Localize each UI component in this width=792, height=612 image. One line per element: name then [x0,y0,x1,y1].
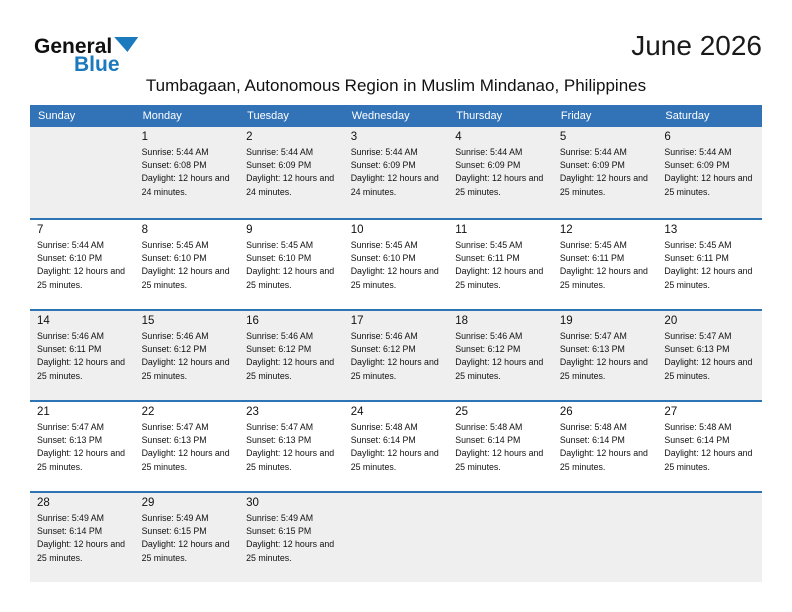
daylight-line: Daylight: 12 hours and 25 minutes. [455,448,544,472]
sunrise-line: Sunrise: 5:49 AM [37,513,104,523]
sunset-line: Sunset: 6:10 PM [350,253,416,264]
day-cell-8 [135,220,240,309]
day-cell-17 [344,311,449,400]
sunset-line: Sunset: 6:10 PM [37,253,103,264]
logo-triangle-icon [114,37,138,52]
day-cell-26 [553,402,658,491]
weekday-header-row [30,105,762,127]
day-number: 4 [455,131,462,143]
day-cell-1 [135,127,240,218]
day-cell-20 [657,311,762,400]
day-number: 13 [664,224,678,236]
sunrise-line: Sunrise: 5:46 AM [350,331,418,341]
daylight-line: Daylight: 12 hours and 25 minutes. [559,173,648,197]
daylight-line: Daylight: 12 hours and 25 minutes. [141,357,230,381]
calendar-table [30,105,762,582]
day-number: 16 [246,315,259,327]
sunrise-line: Sunrise: 5:44 AM [141,147,209,157]
day-cell-13 [657,220,762,309]
day-cell-empty [448,493,553,582]
sunrise-line: Sunrise: 5:47 AM [37,422,104,432]
day-cell-4 [448,127,553,218]
day-number: 22 [141,406,155,418]
day-number: 30 [246,497,259,509]
sunrise-line: Sunrise: 5:44 AM [37,240,104,250]
sunrise-line: Sunrise: 5:45 AM [246,240,314,250]
sunrise-line: Sunrise: 5:44 AM [559,147,627,157]
day-cell-25 [448,402,553,491]
sunrise-line: Sunrise: 5:47 AM [246,422,314,432]
day-number: 15 [141,315,155,327]
page-subtitle: Tumbagaan, Autonomous Region in Muslim Mindanao, Philippines [145,76,647,95]
daylight-line: Daylight: 12 hours and 25 minutes. [37,448,126,472]
sunrise-line: Sunrise: 5:46 AM [37,331,104,341]
sunset-line: Sunset: 6:15 PM [141,526,207,537]
sunrise-line: Sunrise: 5:47 AM [664,331,732,341]
logo-text-general: General [34,35,113,58]
weekday-header-saturday: Saturday [665,110,710,122]
sunset-line: Sunset: 6:12 PM [350,344,416,355]
daylight-line: Daylight: 12 hours and 25 minutes. [559,266,648,290]
sunrise-line: Sunrise: 5:48 AM [350,422,418,432]
week-row-5 [30,491,762,582]
daylight-line: Daylight: 12 hours and 25 minutes. [37,539,126,563]
week-row-1 [30,127,762,218]
daylight-line: Daylight: 12 hours and 25 minutes. [664,266,753,290]
day-cell-empty [30,127,135,218]
day-number: 14 [37,315,50,327]
day-cell-2 [239,127,344,218]
daylight-line: Daylight: 12 hours and 25 minutes. [246,539,335,563]
daylight-line: Daylight: 12 hours and 25 minutes. [141,266,230,290]
day-cell-27 [657,402,762,491]
day-number: 7 [37,224,44,236]
weekday-header-wednesday: Wednesday [351,110,410,122]
sunrise-line: Sunrise: 5:48 AM [455,422,523,432]
sunset-line: Sunset: 6:09 PM [455,160,521,171]
daylight-line: Daylight: 12 hours and 25 minutes. [246,448,335,472]
daylight-line: Daylight: 12 hours and 25 minutes. [350,357,439,381]
sunrise-line: Sunrise: 5:45 AM [664,240,732,250]
sunset-line: Sunset: 6:14 PM [455,435,521,446]
sunset-line: Sunset: 6:08 PM [141,160,207,171]
sunset-line: Sunset: 6:11 PM [37,344,102,355]
day-cell-22 [135,402,240,491]
sunrise-line: Sunrise: 5:44 AM [455,147,523,157]
day-cell-16 [239,311,344,400]
day-number: 11 [455,224,468,236]
day-cell-empty [553,493,658,582]
daylight-line: Daylight: 12 hours and 25 minutes. [350,266,439,290]
day-cell-19 [553,311,658,400]
sunset-line: Sunset: 6:10 PM [246,253,312,264]
daylight-line: Daylight: 12 hours and 25 minutes. [37,357,126,381]
sunrise-line: Sunrise: 5:47 AM [559,331,627,341]
day-cell-5 [553,127,658,218]
sunset-line: Sunset: 6:14 PM [664,435,730,446]
sunrise-line: Sunrise: 5:44 AM [350,147,418,157]
day-cell-23 [239,402,344,491]
day-cell-21 [30,402,135,491]
day-cell-empty [344,493,449,582]
sunrise-line: Sunrise: 5:45 AM [559,240,627,250]
day-number: 2 [246,131,253,143]
day-number: 10 [350,224,364,236]
sunset-line: Sunset: 6:12 PM [455,344,521,355]
daylight-line: Daylight: 12 hours and 25 minutes. [350,448,439,472]
day-cell-28 [30,493,135,582]
sunrise-line: Sunrise: 5:46 AM [455,331,523,341]
sunset-line: Sunset: 6:11 PM [455,253,520,264]
sunrise-line: Sunrise: 5:46 AM [246,331,314,341]
sunset-line: Sunset: 6:13 PM [559,344,625,355]
daylight-line: Daylight: 12 hours and 25 minutes. [37,266,126,290]
day-number: 3 [350,131,358,143]
day-cell-12 [553,220,658,309]
sunset-line: Sunset: 6:09 PM [559,160,625,171]
daylight-line: Daylight: 12 hours and 25 minutes. [664,448,753,472]
daylight-line: Daylight: 12 hours and 25 minutes. [246,266,335,290]
sunrise-line: Sunrise: 5:49 AM [141,513,209,523]
sunset-line: Sunset: 6:09 PM [246,160,312,171]
sunrise-line: Sunrise: 5:48 AM [559,422,627,432]
sunrise-line: Sunrise: 5:48 AM [664,422,732,432]
sunrise-line: Sunrise: 5:45 AM [455,240,523,250]
day-number: 6 [664,131,671,143]
sunset-line: Sunset: 6:12 PM [246,344,312,355]
daylight-line: Daylight: 12 hours and 25 minutes. [664,173,753,197]
day-cell-18 [448,311,553,400]
day-number: 19 [559,315,573,327]
sunrise-line: Sunrise: 5:47 AM [141,422,209,432]
day-number: 24 [350,406,364,418]
daylight-line: Daylight: 12 hours and 25 minutes. [246,357,335,381]
week-row-3 [30,309,762,400]
day-number: 18 [455,315,469,327]
sunrise-line: Sunrise: 5:46 AM [141,331,209,341]
day-number: 29 [141,497,155,509]
sunset-line: Sunset: 6:14 PM [559,435,625,446]
daylight-line: Daylight: 12 hours and 25 minutes. [559,448,648,472]
day-number: 5 [559,131,567,143]
daylight-line: Daylight: 12 hours and 24 minutes. [141,173,230,197]
day-number: 12 [559,224,573,236]
sunset-line: Sunset: 6:13 PM [37,435,103,446]
day-number: 20 [664,315,678,327]
logo-text-blue: Blue [74,53,120,76]
weekday-header-friday: Friday [560,110,592,122]
calendar-weeks [30,127,762,582]
sunset-line: Sunset: 6:14 PM [350,435,416,446]
page-title: June 2026 [631,30,762,61]
daylight-line: Daylight: 12 hours and 24 minutes. [246,173,335,197]
daylight-line: Daylight: 12 hours and 25 minutes. [559,357,648,381]
weekday-header-sunday: Sunday [38,110,76,122]
week-row-2 [30,218,762,309]
day-cell-3 [344,127,449,218]
day-number: 26 [559,406,573,418]
sunset-line: Sunset: 6:13 PM [664,344,730,355]
day-cell-24 [344,402,449,491]
day-number: 1 [141,131,148,143]
day-number: 21 [37,406,50,418]
sunset-line: Sunset: 6:13 PM [141,435,207,446]
day-cell-15 [135,311,240,400]
general-blue-logo [34,36,138,75]
daylight-line: Daylight: 12 hours and 24 minutes. [350,173,439,197]
sunset-line: Sunset: 6:09 PM [350,160,416,171]
weekday-header-monday: Monday [142,110,182,122]
sunrise-line: Sunrise: 5:49 AM [246,513,314,523]
sunset-line: Sunset: 6:09 PM [664,160,730,171]
day-number: 28 [37,497,50,509]
sunrise-line: Sunrise: 5:44 AM [246,147,314,157]
day-cell-29 [135,493,240,582]
weekday-header-thursday: Thursday [456,110,503,122]
daylight-line: Daylight: 12 hours and 25 minutes. [141,539,230,563]
daylight-line: Daylight: 12 hours and 25 minutes. [455,357,544,381]
sunrise-line: Sunrise: 5:45 AM [350,240,418,250]
daylight-line: Daylight: 12 hours and 25 minutes. [455,173,544,197]
day-number: 23 [246,406,259,418]
day-number: 8 [141,224,148,236]
weekday-header-tuesday: Tuesday [247,110,289,122]
sunset-line: Sunset: 6:11 PM [559,253,625,264]
day-number: 27 [664,406,678,418]
sunset-line: Sunset: 6:10 PM [141,253,207,264]
day-cell-7 [30,220,135,309]
daylight-line: Daylight: 12 hours and 25 minutes. [141,448,230,472]
sunset-line: Sunset: 6:13 PM [246,435,312,446]
day-cell-14 [30,311,135,400]
day-number: 17 [350,315,364,327]
sunset-line: Sunset: 6:12 PM [141,344,207,355]
day-cell-11 [448,220,553,309]
week-row-4 [30,400,762,491]
daylight-line: Daylight: 12 hours and 25 minutes. [455,266,544,290]
sunrise-line: Sunrise: 5:44 AM [664,147,732,157]
sunset-line: Sunset: 6:11 PM [664,253,729,264]
day-number: 25 [455,406,469,418]
day-number: 9 [246,224,253,236]
day-cell-6 [657,127,762,218]
sunset-line: Sunset: 6:15 PM [246,526,312,537]
day-cell-10 [344,220,449,309]
day-cell-empty [657,493,762,582]
daylight-line: Daylight: 12 hours and 25 minutes. [664,357,753,381]
sunset-line: Sunset: 6:14 PM [37,526,103,537]
sunrise-line: Sunrise: 5:45 AM [141,240,209,250]
day-cell-30 [239,493,344,582]
day-cell-9 [239,220,344,309]
